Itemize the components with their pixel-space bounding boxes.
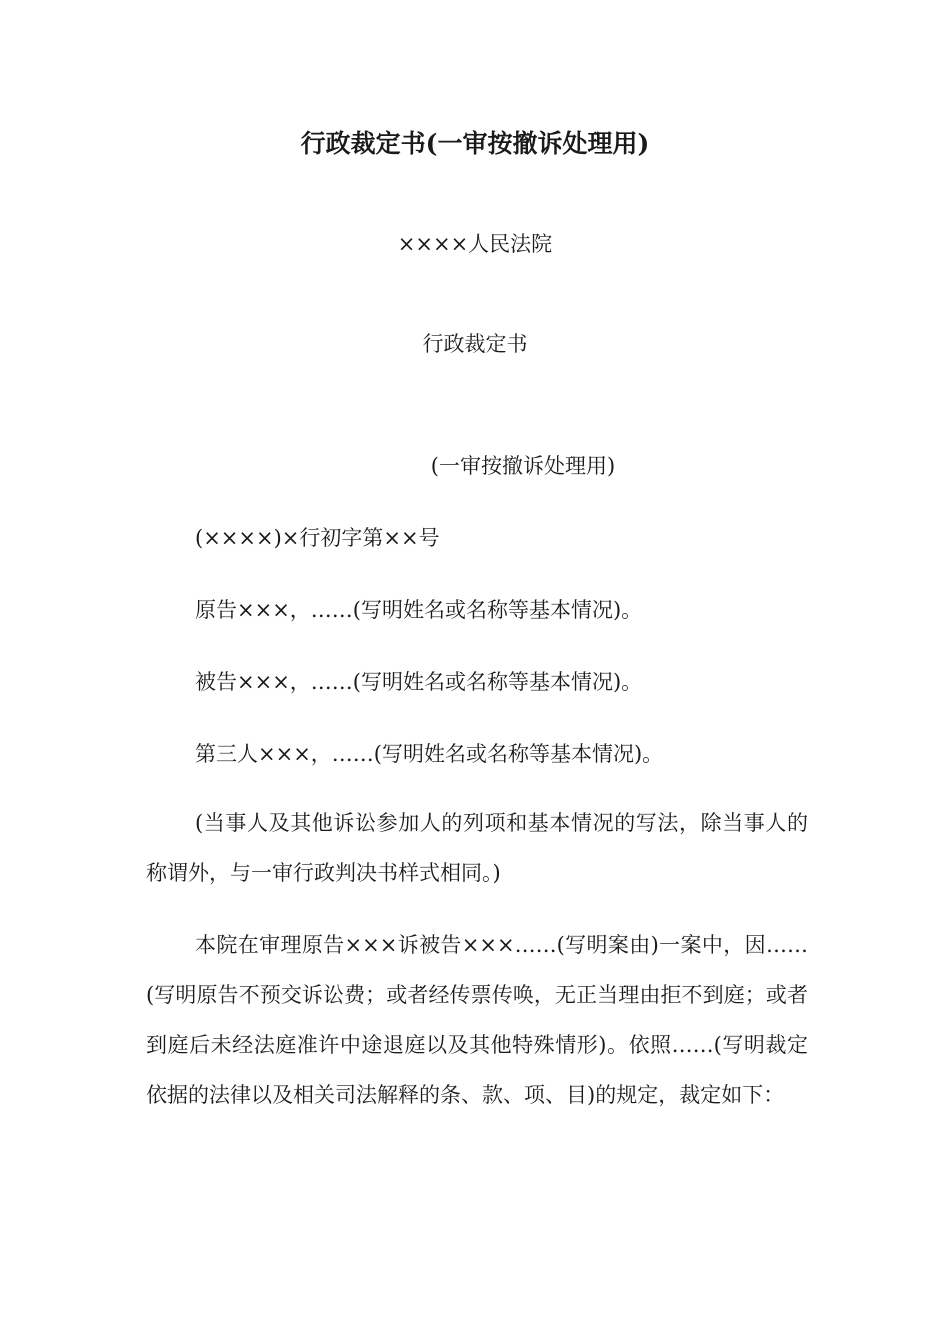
defendant-line: 被告×××，……(写明姓名或名称等基本情况)。: [195, 670, 643, 694]
third-party-line: 第三人×××，……(写明姓名或名称等基本情况)。: [195, 742, 664, 766]
court-name: ××××人民法院: [397, 232, 553, 256]
format-note-paragraph: (当事人及其他诉讼参加人的列项和基本情况的写法，除当事人的称谓外，与一审行政判决书样式相同。): [146, 811, 808, 885]
document-title: 行政裁定书(一审按撤诉处理用): [300, 129, 650, 158]
document-type: 行政裁定书: [422, 332, 528, 356]
plaintiff-line: 原告×××，……(写明姓名或名称等基本情况)。: [195, 598, 643, 622]
document-subtitle: (一审按撤诉处理用): [430, 454, 616, 478]
ruling-body-paragraph: 本院在审理原告×××诉被告×××……(写明案由)一案中，因……(写明原告不预交诉讼费；或者经传票传唤，无正当理由拒不到庭；或者到庭后未经法庭准许中途退庭以及其他特殊情形)。依照……(写明裁定依据的法律以及相关司法解释的条、款、项、目)的规定，裁定如下：: [146, 933, 808, 1107]
case-number: (××××)×行初字第××号: [195, 526, 440, 550]
